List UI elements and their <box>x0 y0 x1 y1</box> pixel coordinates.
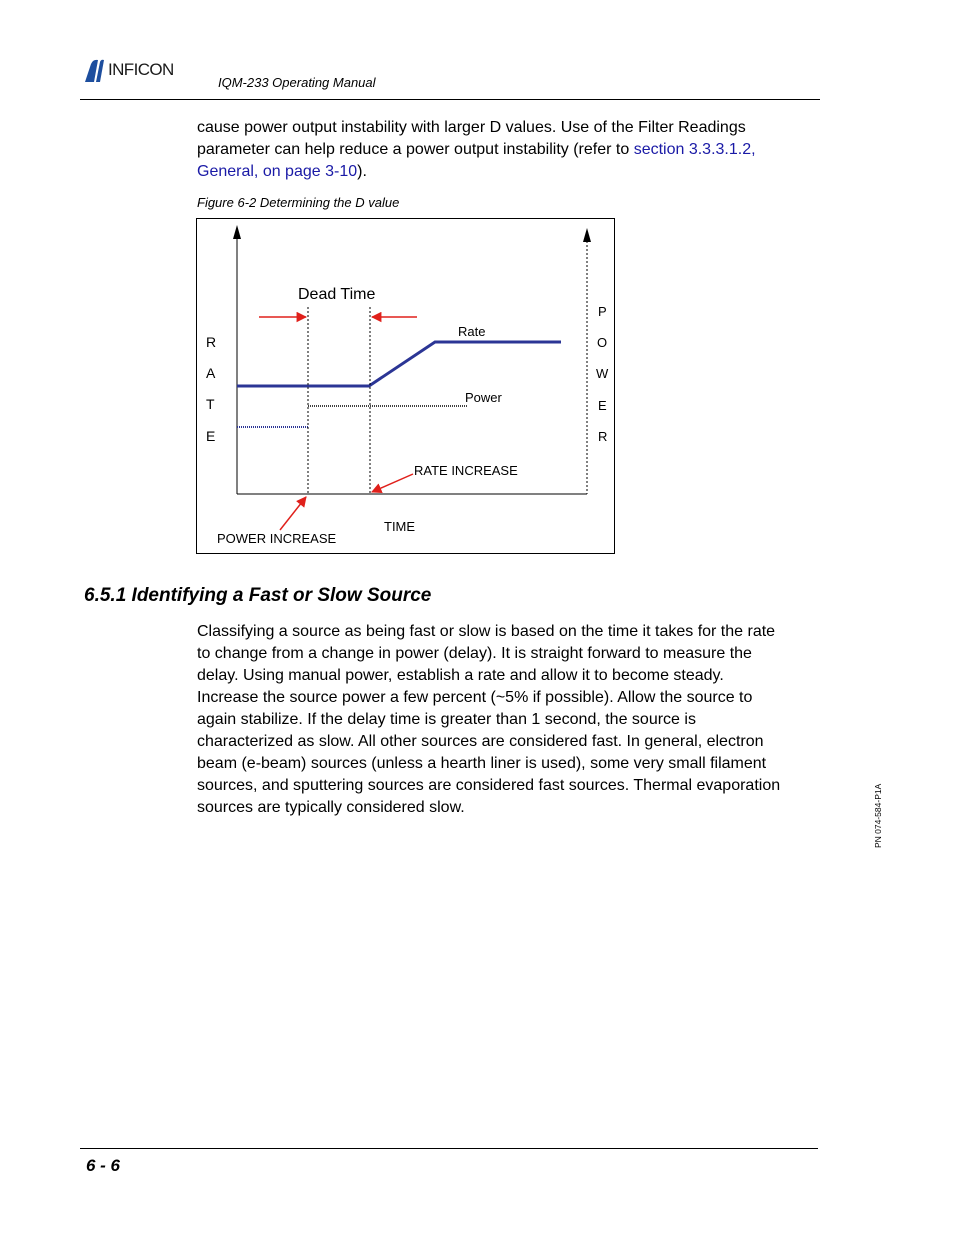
d-value-figure <box>196 218 615 554</box>
section-link[interactable]: section 3.3.3.1.2, General, on page 3-10 <box>197 141 756 180</box>
rate-line <box>237 342 561 386</box>
intro-paragraph <box>197 117 817 183</box>
left-axis-letter-2: T <box>206 396 215 412</box>
page-number: 6 - 6 <box>86 1156 121 1175</box>
paragraph-line: to change from a change in power (delay). It is straight forward to measure the <box>197 645 752 662</box>
right-axis-letter-1: O <box>597 335 608 350</box>
left-axis-letter-0: R <box>206 334 217 350</box>
figure-caption: Figure 6-2 Determining the D value <box>197 195 400 210</box>
paragraph-line: delay. Using manual power, establish a rate and allow it to become steady. <box>197 667 724 684</box>
rate-increase-label: RATE INCREASE <box>414 463 518 478</box>
header-rule <box>80 99 820 100</box>
axes <box>233 225 591 494</box>
power-increase-arrow <box>280 497 306 530</box>
power-label: Power <box>465 390 502 405</box>
right-axis-letter-3: E <box>598 398 607 413</box>
paragraph-line: Increase the source power a few percent (~5% if possible). Allow the source to <box>197 689 753 706</box>
paragraph-line: sources are typically considered slow. <box>197 799 465 816</box>
section-paragraph <box>197 621 822 819</box>
power-axis-arrowhead <box>583 228 591 242</box>
part-number: PN 074-584-P1A <box>873 783 883 848</box>
inficon-logo-icon <box>82 58 108 84</box>
paragraph-line: sources, and sputtering sources are considered fast sources. Thermal evaporation <box>197 777 781 794</box>
section-heading: 6.5.1 Identifying a Fast or Slow Source <box>84 585 432 606</box>
right-axis-letter-2: W <box>596 366 609 381</box>
rate-increase-arrow <box>372 474 413 492</box>
manual-title: IQM-233 Operating Manual <box>218 75 376 90</box>
intro-text-end: ). <box>357 163 367 180</box>
dead-time-label: Dead Time <box>298 286 376 303</box>
right-axis-letter-0: P <box>598 304 607 319</box>
paragraph-line: characterized as slow. All other sources are considered fast. In general, electron <box>197 733 764 750</box>
inficon-logo <box>82 58 194 84</box>
left-axis-letter-3: E <box>206 428 216 444</box>
paragraph-line: again stabilize. If the delay time is greater than 1 second, the source is <box>197 711 696 728</box>
rate-label: Rate <box>458 324 486 339</box>
time-label: TIME <box>384 519 416 534</box>
brand-name: INFICON <box>108 60 174 79</box>
power-increase-label: POWER INCREASE <box>217 531 337 546</box>
paragraph-line: beam (e-beam) sources (unless a hearth liner is used), some very small filament <box>197 755 767 772</box>
intro-text: cause power output instability with larger D values. Use of the Filter Readings parameter can help reduce a power output instability (refer to <box>197 119 746 158</box>
d-value-diagram <box>197 219 616 555</box>
rate-axis-arrowhead <box>233 225 241 239</box>
paragraph-line: Classifying a source as being fast or slow is based on the time it takes for the rate <box>197 623 776 640</box>
footer-rule <box>80 1148 818 1149</box>
power-line <box>237 406 467 427</box>
left-axis-letter-1: A <box>206 365 216 381</box>
right-axis-letter-4: R <box>598 429 608 444</box>
